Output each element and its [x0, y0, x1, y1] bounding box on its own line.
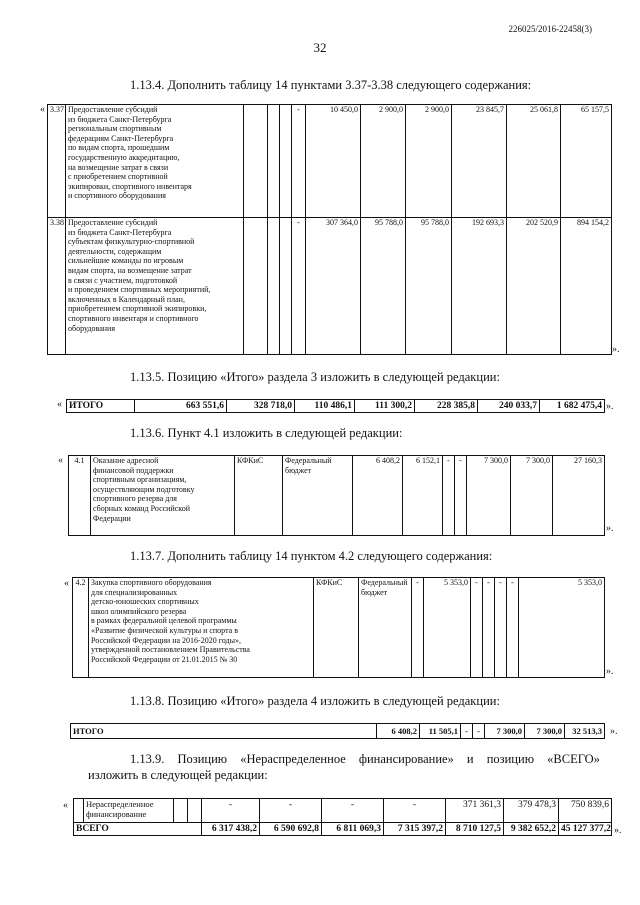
- value-cell: -: [473, 724, 485, 739]
- section-heading-1-13-4: 1.13.4. Дополнить таблицу 14 пунктами 3.37-3.38 следующего содержания:: [130, 78, 532, 92]
- value-cell: -: [412, 578, 424, 678]
- row-description: Закупка спортивного оборудования для специализированных детско-юношеских спортивных школ олимпийского резерва в рамках федеральной целевой программы «Развитие физической культуры и спорта в Российской Федерации на 2016-2020 годы», утвержденной постановлением Правительства Российской Федерации от 21.01.2015 № 30: [89, 578, 314, 678]
- empty-cell: [268, 105, 280, 218]
- table-row: [74, 799, 612, 823]
- grand-total-label: ВСЕГО: [74, 823, 202, 836]
- empty-cell: [174, 799, 188, 823]
- table-row: [48, 218, 612, 355]
- row-number: 3.37: [48, 105, 66, 218]
- value-cell: 7 300,0: [525, 724, 565, 739]
- value-cell: 2 900,0: [406, 105, 452, 218]
- value-cell: 6 590 692,8: [260, 823, 322, 836]
- unallocated-label: Нераспределенное финансирование: [84, 799, 174, 823]
- table-total-section-3: [66, 399, 605, 413]
- table-14-items-3-37-3-38: [47, 104, 612, 355]
- value-cell: 6 811 069,3: [322, 823, 384, 836]
- table-row: [67, 400, 605, 413]
- section-heading-1-13-5: 1.13.5. Позицию «Итого» раздела 3 изложить в следующей редакции:: [130, 370, 500, 384]
- value-cell: 111 300,2: [355, 400, 415, 413]
- value-cell: -: [384, 799, 446, 823]
- section-heading-1-13-9: 1.13.9. Позицию «Нераспределенное финансирование» и позицию «ВСЕГО»: [130, 752, 600, 766]
- value-cell: 663 551,6: [135, 400, 227, 413]
- value-cell: -: [507, 578, 519, 678]
- funding-source: Федеральный бюджет: [359, 578, 412, 678]
- close-quote: ».: [614, 825, 622, 836]
- total-label: ИТОГО: [71, 724, 377, 739]
- row-number: 3.38: [48, 218, 66, 355]
- value-cell: 95 788,0: [406, 218, 452, 355]
- section-heading-1-13-8: 1.13.8. Позицию «Итого» раздела 4 изложить в следующей редакции:: [130, 694, 500, 708]
- value-cell: 379 478,3: [504, 799, 559, 823]
- dash-cell: -: [292, 105, 306, 218]
- table-unallocated-and-grand-total: [73, 798, 612, 836]
- table-row: [74, 823, 612, 836]
- value-cell: 328 718,0: [227, 400, 295, 413]
- row-number: 4.1: [69, 456, 91, 536]
- close-quote: ».: [612, 344, 620, 355]
- value-cell: 371 361,3: [446, 799, 504, 823]
- close-quote: ».: [606, 523, 614, 534]
- value-cell: 25 061,8: [507, 105, 561, 218]
- table-total-section-4: [70, 723, 605, 739]
- value-cell: 11 505,1: [420, 724, 461, 739]
- value-cell: 6 408,2: [377, 724, 420, 739]
- dash-cell: -: [292, 218, 306, 355]
- open-quote: «: [57, 399, 62, 410]
- value-cell: 192 693,3: [452, 218, 507, 355]
- value-cell: 23 845,7: [452, 105, 507, 218]
- value-cell: 6 317 438,2: [202, 823, 260, 836]
- total-cell: 65 157,5: [561, 105, 612, 218]
- value-cell: 6 408,2: [353, 456, 403, 536]
- value-cell: -: [443, 456, 455, 536]
- table-row: [48, 105, 612, 218]
- value-cell: -: [495, 578, 507, 678]
- row-number: 4.2: [73, 578, 89, 678]
- close-quote: ».: [606, 666, 614, 677]
- row-description: Предоставление субсидий из бюджета Санкт-Петербурга региональным спортивным федерациям Санкт-Петербурга по видам спорта, прошедшим государственную аккредитацию, на возмещение затрат в связи с приобретением спортивной экипировки, спортивного инвентаря и спортивного оборудования: [66, 105, 244, 218]
- close-quote: ».: [606, 401, 614, 412]
- open-quote: «: [40, 104, 45, 115]
- executor-cell: КФКиС: [314, 578, 359, 678]
- total-cell: 32 513,3: [565, 724, 605, 739]
- section-heading-1-13-6: 1.13.6. Пункт 4.1 изложить в следующей редакции:: [130, 426, 403, 440]
- value-cell: -: [471, 578, 483, 678]
- empty-cell: [280, 218, 292, 355]
- value-cell: 2 900,0: [361, 105, 406, 218]
- value-cell: 10 450,0: [306, 105, 361, 218]
- total-cell: 5 353,0: [519, 578, 605, 678]
- value-cell: -: [483, 578, 495, 678]
- row-description: Предоставление субсидий из бюджета Санкт-Петербурга субъектам физкультурно-спортивной деятельности, содержащим сильнейшие команды по игровым видам спорта, на возмещение затрат в связи с участием, подготовкой и проведением спортивных мероприятий, включенных в Календарный план, приобретением спортивной экипировки, спортивного инвентаря и спортивного оборудования: [66, 218, 244, 355]
- empty-cell: [74, 799, 84, 823]
- close-quote: ».: [610, 726, 618, 737]
- page-number: 32: [313, 40, 327, 55]
- total-label: ИТОГО: [67, 400, 135, 413]
- table-row: [71, 724, 605, 739]
- value-cell: 95 788,0: [361, 218, 406, 355]
- value-cell: 7 300,0: [511, 456, 553, 536]
- total-cell: 45 127 377,2: [559, 823, 612, 836]
- total-cell: 750 839,6: [559, 799, 612, 823]
- table-item-4-2: [72, 577, 605, 678]
- table-row: [69, 456, 605, 536]
- empty-cell: [188, 799, 202, 823]
- value-cell: 202 520,9: [507, 218, 561, 355]
- section-heading-1-13-7: 1.13.7. Дополнить таблицу 14 пунктом 4.2 следующего содержания:: [130, 549, 493, 563]
- row-description: Оказание адресной финансовой поддержки спортивным организациям, осуществляющим подготовку спортивного резерва для сборных команд Российской Федерации: [91, 456, 235, 536]
- value-cell: 307 364,0: [306, 218, 361, 355]
- value-cell: -: [455, 456, 467, 536]
- total-cell: 894 154,2: [561, 218, 612, 355]
- value-cell: 110 486,1: [295, 400, 355, 413]
- value-cell: 9 382 652,2: [504, 823, 559, 836]
- funding-source: Федеральный бюджет: [283, 456, 353, 536]
- executor-cell: КФКиС: [235, 456, 283, 536]
- value-cell: 7 315 397,2: [384, 823, 446, 836]
- value-cell: -: [260, 799, 322, 823]
- open-quote: «: [63, 800, 68, 811]
- document-number: 226025/2016-22458(3): [508, 24, 592, 34]
- empty-cell: [268, 218, 280, 355]
- value-cell: -: [322, 799, 384, 823]
- empty-cell: [280, 105, 292, 218]
- table-item-4-1: [68, 455, 605, 536]
- value-cell: 240 033,7: [478, 400, 540, 413]
- value-cell: 1 682 475,4: [540, 400, 605, 413]
- executor-cell: [244, 218, 268, 355]
- value-cell: 7 300,0: [485, 724, 525, 739]
- value-cell: -: [461, 724, 473, 739]
- total-cell: 27 160,3: [553, 456, 605, 536]
- value-cell: -: [202, 799, 260, 823]
- table-row: [73, 578, 605, 678]
- value-cell: 8 710 127,5: [446, 823, 504, 836]
- section-heading-1-13-9-cont: изложить в следующей редакции:: [88, 768, 268, 782]
- value-cell: 228 385,8: [415, 400, 478, 413]
- value-cell: 7 300,0: [467, 456, 511, 536]
- open-quote: «: [58, 455, 63, 466]
- open-quote: «: [64, 578, 69, 589]
- executor-cell: [244, 105, 268, 218]
- value-cell: 5 353,0: [424, 578, 471, 678]
- value-cell: 6 152,1: [403, 456, 443, 536]
